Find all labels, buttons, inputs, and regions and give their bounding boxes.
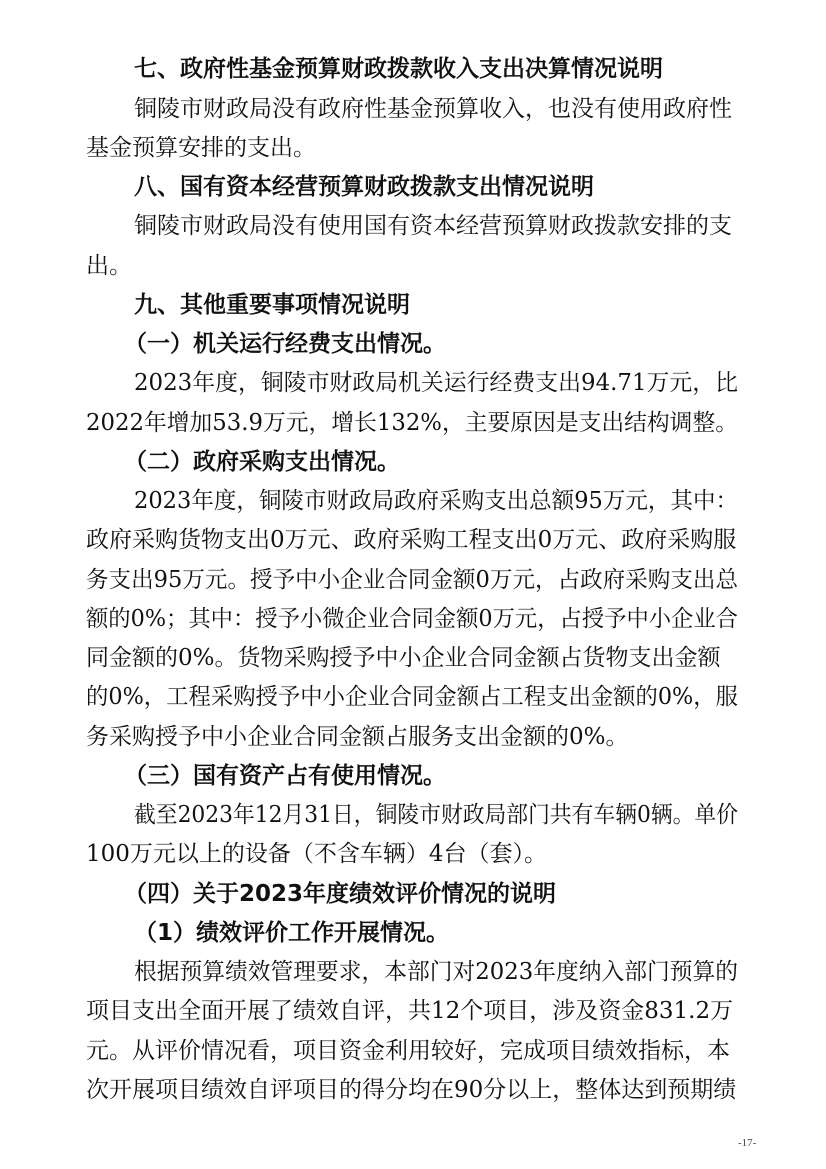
paragraph-line: 的0%，工程采购授予中小企业合同金额占工程支出金额的0%，服 bbox=[86, 684, 738, 710]
paragraph-line: 100万元以上的设备（不含车辆）4台（套）。 bbox=[86, 841, 548, 867]
subsection-heading-1: （一）机关运行经费支出情况。 bbox=[124, 331, 446, 357]
paragraph-line: 2023年度，铜陵市财政局政府采购支出总额95万元，其中： bbox=[134, 488, 738, 514]
paragraph-line: 截至2023年12月31日，铜陵市财政局部门共有车辆0辆。单价 bbox=[134, 802, 738, 828]
paragraph-line: 出。 bbox=[86, 253, 132, 279]
paragraph-line: 铜陵市财政局没有使用国有资本经营预算财政拨款安排的支 bbox=[134, 213, 732, 239]
paragraph-line: 次开展项目绩效自评项目的得分均在90分以上，整体达到预期绩 bbox=[86, 1077, 737, 1103]
paragraph-line: 2022年增加53.9万元，增长132%，主要原因是支出结构调整。 bbox=[86, 410, 738, 436]
paragraph-line: 基金预算安排的支出。 bbox=[86, 135, 316, 161]
paragraph-line: 项目支出全面开展了绩效自评，共12个项目，涉及资金831.2万 bbox=[86, 998, 734, 1024]
paragraph-line: 政府采购货物支出0万元、政府采购工程支出0万元、政府采购服 bbox=[86, 527, 737, 553]
paragraph-line: 务支出95万元。授予中小企业合同金额0万元，占政府采购支出总 bbox=[86, 567, 738, 593]
section-heading-8: 八、国有资本经营预算财政拨款支出情况说明 bbox=[134, 174, 594, 200]
subsection-heading-2: （二）政府采购支出情况。 bbox=[124, 449, 400, 475]
paragraph-line: 务采购授予中小企业合同金额占服务支出金额的0%。 bbox=[86, 724, 629, 750]
section-heading-7: 七、政府性基金预算财政拨款收入支出决算情况说明 bbox=[134, 56, 663, 82]
paragraph-line: 同金额的0%。货物采购授予中小企业合同金额占货物支出金额 bbox=[86, 645, 721, 671]
paragraph-line: 元。从评价情况看，项目资金利用较好，完成项目绩效指标，本 bbox=[86, 1038, 730, 1064]
paragraph-line: 铜陵市财政局没有政府性基金预算收入，也没有使用政府性 bbox=[134, 96, 732, 122]
subsection-heading-4-1: （1）绩效评价工作开展情况。 bbox=[134, 920, 450, 946]
paragraph-line: 额的0%；其中：授予小微企业合同金额0万元，占授予中小企业合 bbox=[86, 606, 738, 632]
paragraph-line: 2023年度，铜陵市财政局机关运行经费支出94.71万元，比 bbox=[134, 370, 738, 396]
page-number: -17- bbox=[738, 1137, 757, 1149]
paragraph-line: 根据预算绩效管理要求，本部门对2023年度纳入部门预算的 bbox=[134, 959, 738, 985]
section-heading-9: 九、其他重要事项情况说明 bbox=[134, 292, 410, 318]
subsection-heading-3: （三）国有资产占有使用情况。 bbox=[124, 763, 446, 789]
subsection-heading-4: （四）关于2023年度绩效评价情况的说明 bbox=[124, 881, 557, 907]
